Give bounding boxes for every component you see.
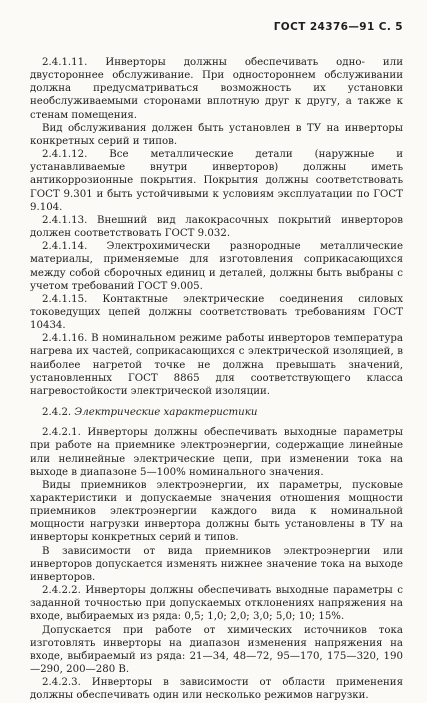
paragraph-2-4-1-16: 2.4.1.16. В номинальном режиме работы инверторов температура нагрева их частей, соприкасающихся с электрической изоляцией, в наиболее нагретой точке не должна превышать значений, установленных ГОСТ 8865 для соответствующего класса нагревостойкости электрической изоляции. [30,333,403,397]
paragraph-service-type: Вид обслуживания должен быть установлен в ТУ на инверторы конкретных серий и типов. [30,122,403,147]
section-number: 2.4.2. [42,407,72,419]
paragraph-2-4-2-3: 2.4.2.3. Инверторы в зависимости от области применения должны обеспечивать один или несколько режимов нагрузки. [30,677,403,702]
paragraph-2-4-1-11: 2.4.1.11. Инверторы должны обеспечивать одно- или двустороннее обслуживание. При одностороннем обслуживании должна предусматриваться возможность их установки необслуживаемыми сторонами вплотную друг к другу, а также к стенам помещения. [30,57,403,121]
page-header: ГОСТ 24376—91 С. 5 [273,21,403,33]
section-title: Электрические характеристики [74,407,258,419]
paragraph-lower-current: В зависимости от вида приемников электроэнергии или инверторов допускается изменять нижнее значение тока на выходе инверторов. [30,545,403,583]
paragraph-2-4-1-14: 2.4.1.14. Электрохимически разнородные металлические материалы, применяемые для изготовления соприкасающихся между собой сборочных единиц и деталей, должны быть выбраны с учетом требований ГОСТ 9.005. [30,241,403,292]
section-heading [30,406,403,419]
paragraph-2-4-1-15: 2.4.1.15. Контактные электрические соединения силовых токоведущих цепей должны соответствовать требованиям ГОСТ 10434. [30,293,403,332]
document-body [30,56,403,703]
paragraph-2-4-1-12: 2.4.1.12. Все металлические детали (наружные и устанавливаемые внутри инверторов) должны иметь антикоррозионные покрытия. Покрытия должны соответствовать ГОСТ 9.301 и быть устойчивыми к условиям эксплуатации по ГОСТ 9.104. [30,149,403,213]
paragraph-receiver-types: Виды приемников электроэнергии, их параметры, пусковые характеристики и допускаемые значения отношения мощности приемников электроэнергии каждого вида к номинальной мощности нагрузки инвертора должны быть установлены в ТУ на инверторы конкретных серий и типов. [30,479,403,544]
paragraph-chemical-sources: Допускается при работе от химических источников тока изготовлять инверторы на диапазон изменения напряжения на входе, выбираемый из ряда: 21—34, 48—72, 95—170, 175—320, 190—290, 200—280 В. [30,624,403,676]
paragraph-2-4-2-2: 2.4.2.2. Инверторы должны обеспечивать выходные параметры с заданной точностью при допускаемых отклонениях напряжения на входе, выбираемых из ряда: 0,5; 1,0; 2,0; 3,0; 5,0; 10; 15%. [30,585,403,623]
paragraph-2-4-1-13: 2.4.1.13. Внешний вид лакокрасочных покрытий инверторов должен соответствовать ГОСТ 9.032. [30,214,403,240]
paragraph-2-4-2-1: 2.4.2.1. Инверторы должны обеспечивать выходные параметры при работе на приемнике электроэнергии, содержащие линейные или нелинейные электрические цепи, при изменении тока на выходе в диапазоне 5—100% номинального значения. [30,427,403,478]
